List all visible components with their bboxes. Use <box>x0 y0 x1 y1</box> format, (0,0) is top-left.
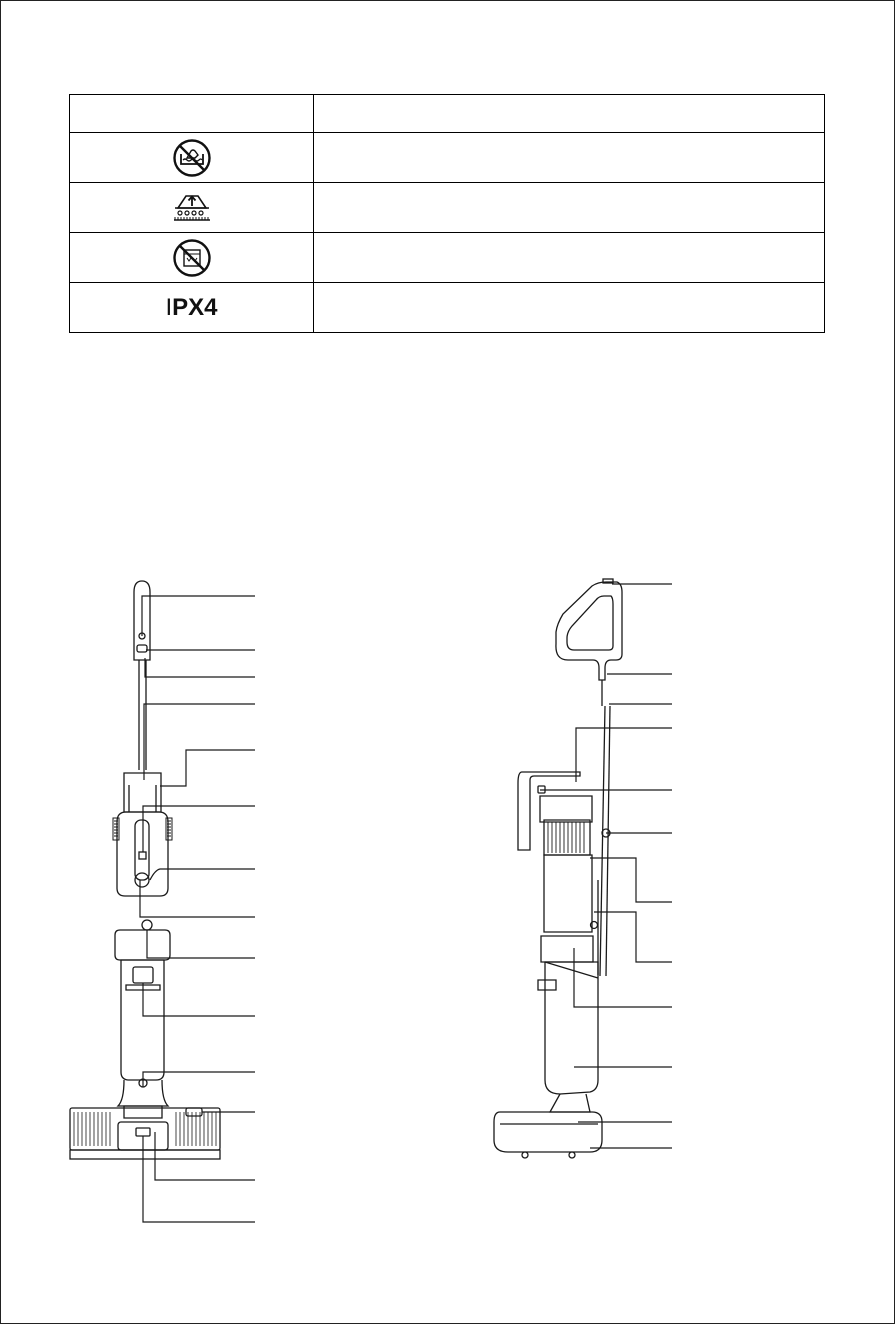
side-view-illustration <box>494 579 622 1158</box>
product-diagram <box>0 560 895 1240</box>
symbol-row <box>70 133 825 183</box>
front-view-callout-lines <box>140 596 255 1222</box>
symbols-table-header <box>70 95 825 133</box>
symbol-row <box>70 283 825 333</box>
header-symbol-cell <box>70 95 314 133</box>
symbol-description <box>314 233 825 283</box>
ipx4-rating-icon: IPX4 <box>165 293 218 321</box>
no-dishwasher-icon <box>172 238 212 278</box>
side-view-callout-lines <box>540 584 672 1148</box>
symbol-description <box>314 283 825 333</box>
symbol-description <box>314 133 825 183</box>
dry-in-vertical-position-icon <box>169 190 215 226</box>
symbol-row <box>70 183 825 233</box>
symbols-table <box>69 94 825 333</box>
symbol-description <box>314 183 825 233</box>
header-description-cell <box>314 95 825 133</box>
no-water-immersion-icon <box>172 138 212 178</box>
symbol-row <box>70 233 825 283</box>
